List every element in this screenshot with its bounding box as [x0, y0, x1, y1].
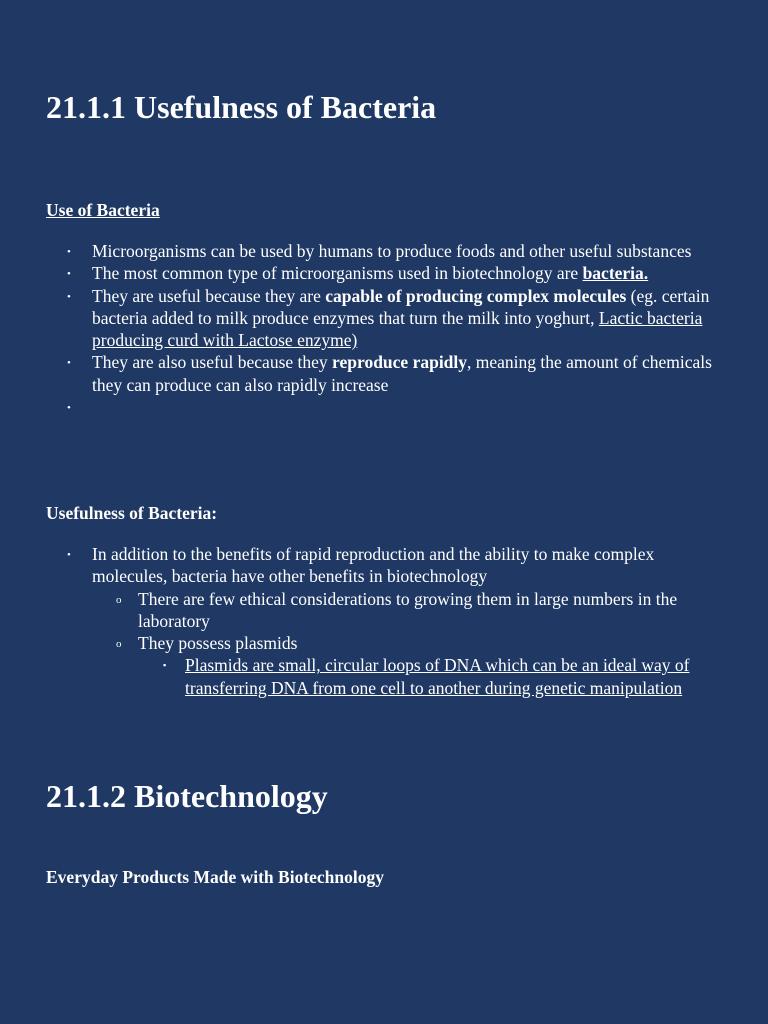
sub-list-item-text: They possess plasmids	[138, 633, 298, 654]
list-item	[46, 285, 726, 352]
sub-list-item-text: There are few ethical considerations to growing them in large numbers in the laboratory	[138, 588, 678, 631]
subheading-usefulness-of-bacteria: Usefulness of Bacteria:	[46, 503, 218, 523]
list-item-text: They are useful because they are	[92, 285, 326, 306]
list-item-text: The most common type of microorganisms used in biotechnology are	[92, 263, 583, 284]
reproduce-rapidly-emphasis: reproduce rapidly	[332, 352, 468, 373]
list-item-text: In addition to the benefits of rapid reproduction and the ability to make complex molecules, bacteria have other benefits in biotechnology	[92, 544, 655, 587]
list-item-text: They are also useful because they	[92, 352, 333, 373]
list-item-empty	[46, 396, 726, 418]
sub-list-item	[92, 632, 726, 699]
sub-list-item	[92, 588, 726, 633]
list-item	[46, 240, 726, 262]
plasmids-link[interactable]: Plasmids are small, circular loops of DNA which can be an ideal way of transferring DNA from one cell to another during genetic manipulation	[185, 655, 690, 698]
list-item	[46, 262, 726, 284]
use-of-bacteria-list	[46, 240, 726, 418]
usefulness-list	[46, 543, 726, 699]
section-heading-usefulness-of-bacteria: 21.1.1 Usefulness of Bacteria	[46, 89, 437, 125]
list-item-text: (eg. certain bacteria added to milk produce enzymes that turn the milk into yoghurt,	[92, 285, 710, 328]
bacteria-emphasis: bacteria.	[582, 263, 649, 284]
sub-sub-list	[138, 654, 726, 699]
list-item-text: Microorganisms can be used by humans to produce foods and other useful substances	[92, 241, 692, 261]
list-item-text: , meaning the amount of chemicals they can produce can also rapidly increase	[92, 352, 712, 395]
complex-molecules-emphasis: capable of producing complex molecules	[325, 285, 627, 306]
sub-list	[92, 588, 726, 699]
lactic-bacteria-link[interactable]: Lactic bacteria producing curd with Lactose enzyme)	[92, 307, 703, 351]
subheading-use-of-bacteria: Use of Bacteria	[46, 200, 160, 220]
list-item	[46, 543, 726, 699]
section-heading-biotechnology: 21.1.2 Biotechnology	[46, 778, 328, 814]
subheading-everyday-products: Everyday Products Made with Biotechnology	[46, 867, 385, 887]
list-item	[46, 351, 726, 396]
sub-sub-list-item	[138, 654, 726, 699]
